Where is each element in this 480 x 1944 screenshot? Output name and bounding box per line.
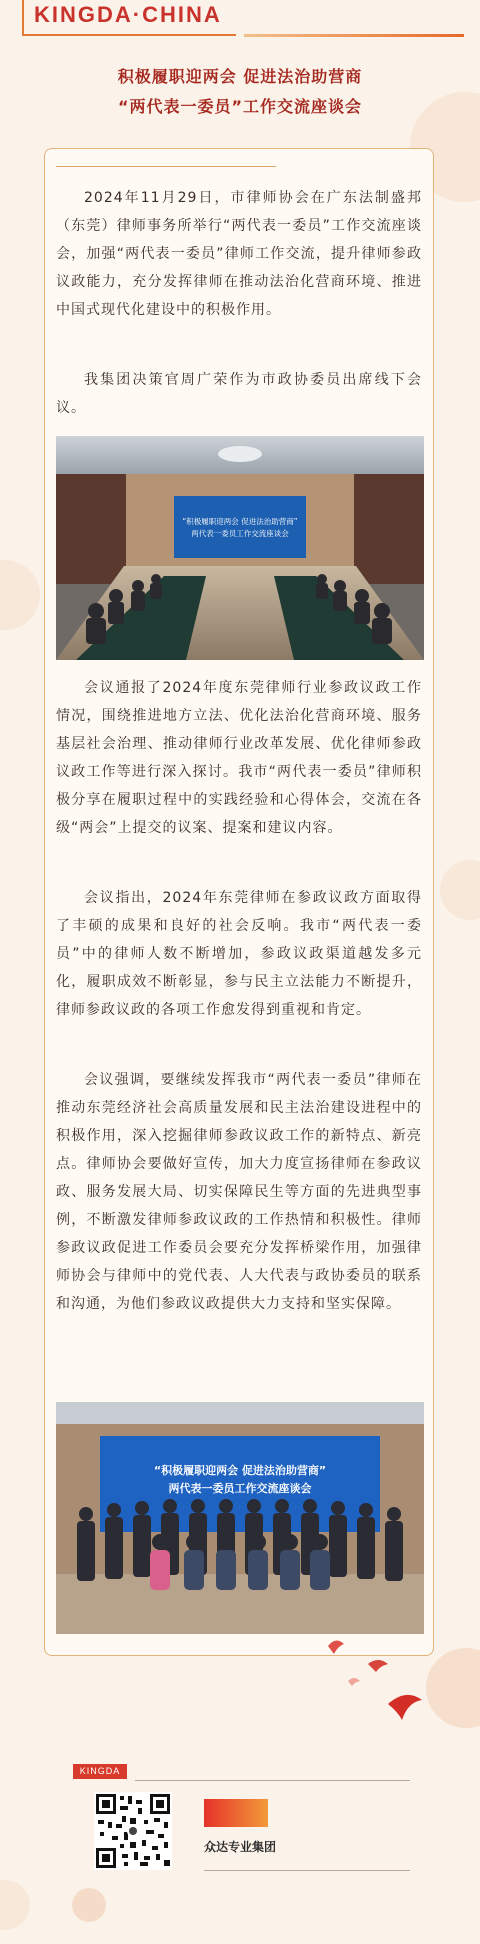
brand-color-block xyxy=(204,1799,268,1827)
screen-2-subtitle: 两代表一委员工作交流座谈会 xyxy=(168,1482,312,1495)
brand-logo-text: KINGDA·CHINA xyxy=(34,2,222,27)
paragraph-5: 会议强调，要继续发挥我市“两代表一委员”律师在推动东莞经济社会高质量发展和民主法治建设进程中的积极作用，深入挖掘律师参政议政工作的新特点、新亮点。律师协会要做好宣传，加大力度宣扬律师在参政议政、服务发展大局、切实保障民生等方面的先进典型事例，不断激发律师参政议政的工作热情和积极性。律师参政议政促进工作委员会要充分发挥桥梁作用，加强律师协会与律师中的党代表、人大代表与政协委员的联系和沟通，为他们参政议政提供大力支持和坚实保障。 xyxy=(56,1072,422,1312)
decor-circle xyxy=(0,560,40,630)
paragraph-2: 我集团决策官周广荣作为市政协委员出席线下会议。 xyxy=(56,372,422,416)
paragraph-1: 2024年11月29日，市律师协会在广东法制盛邦（东莞）律师事务所举行“两代表一委员”工作交流座谈会，加强“两代表一委员”律师工作交流，提升律师参政议政能力，充分发挥律师在推动法治化营商环境、推进中国式现代化建设中的积极作用。 xyxy=(56,190,422,318)
brand-accent-line xyxy=(244,34,464,37)
title-line-1: 积极履职迎两会 促进法治助营商 xyxy=(117,67,363,86)
article-title xyxy=(0,62,480,122)
screen-2-title: “积极履职迎两会 促进法治助营商” xyxy=(153,1464,327,1477)
paragraph-4: 会议指出，2024年东莞律师在参政议政方面取得了丰硕的成果和良好的社会反响。我市“两代表一委员”中的律师人数不断增加，参政议政渠道越发多元化，履职成效不断彰显，参与民主立法能力不断提升，律师参政议政的各项工作愈发得到重视和肯定。 xyxy=(56,890,422,1018)
card-divider xyxy=(56,166,276,167)
decor-circle xyxy=(72,1888,106,1922)
group-name: 众达专业集团 xyxy=(204,1840,277,1854)
footer-top-rule xyxy=(135,1780,410,1781)
meeting-photo-1 xyxy=(56,436,424,660)
footer-brand-tag: KINGDA xyxy=(73,1764,127,1779)
screen-1-title: “积极履职迎两会 促进法治助营商” xyxy=(182,517,298,526)
paragraph-3: 会议通报了2024年度东莞律师行业参政议政工作情况，围绕推进地方立法、优化法治化营商环境、服务基层社会治理、推动律师行业改革发展、优化律师参政议政工作等进行深入探讨。我市“两代表一委员”律师积极分享在履职过程中的实践经验和心得体会，交流在各级“两会”上提交的议案、提案和建议内容。 xyxy=(56,680,422,836)
screen-1-subtitle: 两代表一委员工作交流座谈会 xyxy=(191,529,289,538)
footer-bottom-rule xyxy=(204,1870,410,1871)
group-photo xyxy=(56,1402,424,1634)
qr-code[interactable] xyxy=(94,1792,172,1870)
decor-circle xyxy=(0,1880,30,1930)
title-line-2: “两代表一委员”工作交流座谈会 xyxy=(117,97,363,116)
decor-circle xyxy=(440,860,480,920)
brand-header xyxy=(0,0,480,46)
birds-decoration xyxy=(318,1626,438,1776)
